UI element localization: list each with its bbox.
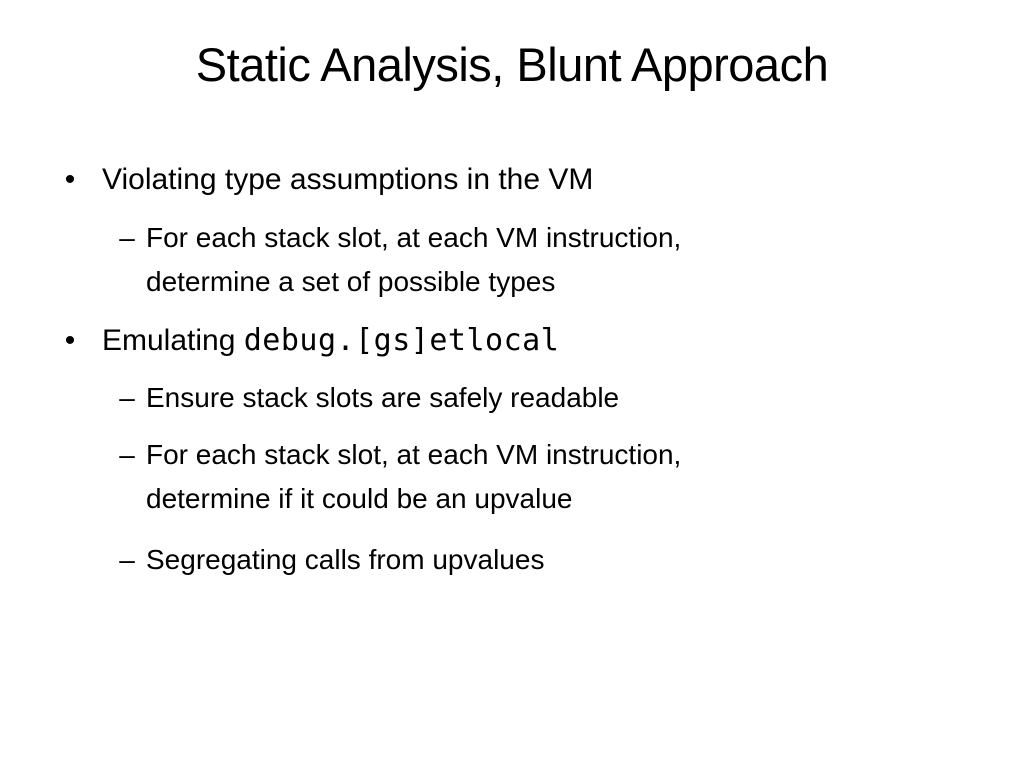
sub-bullet-line: determine a set of possible types — [146, 266, 556, 297]
sub-bullet-marker: – — [119, 544, 135, 575]
sub-bullet-line: For each stack slot, at each VM instruction, — [146, 439, 682, 470]
code-snippet: debug.[gs]etlocal — [243, 323, 560, 358]
bullet-marker: • — [64, 163, 76, 196]
bullet-text-prefix: Emulating — [102, 324, 244, 357]
sub-bullet-marker: – — [119, 439, 135, 470]
bullet-text: Violating type assumptions in the VM — [102, 163, 594, 196]
slide-title: Static Analysis, Blunt Approach — [195, 38, 829, 91]
sub-bullet-text — [146, 433, 906, 521]
bullet-text — [102, 318, 559, 364]
sub-bullet-line: determine if it could be an upvalue — [146, 483, 573, 514]
sub-bullet-text — [146, 376, 906, 420]
sub-bullet-line: For each stack slot, at each VM instruction, — [146, 222, 682, 253]
bullet-marker: • — [64, 324, 76, 357]
sub-bullet-line: Segregating calls from upvalues — [146, 544, 545, 575]
sub-bullet-marker: – — [119, 382, 135, 413]
sub-bullet-line: Ensure stack slots are safely readable — [146, 382, 620, 413]
sub-bullet-text — [146, 216, 906, 304]
sub-bullet-marker: – — [119, 222, 135, 253]
sub-bullet-text — [146, 538, 906, 582]
